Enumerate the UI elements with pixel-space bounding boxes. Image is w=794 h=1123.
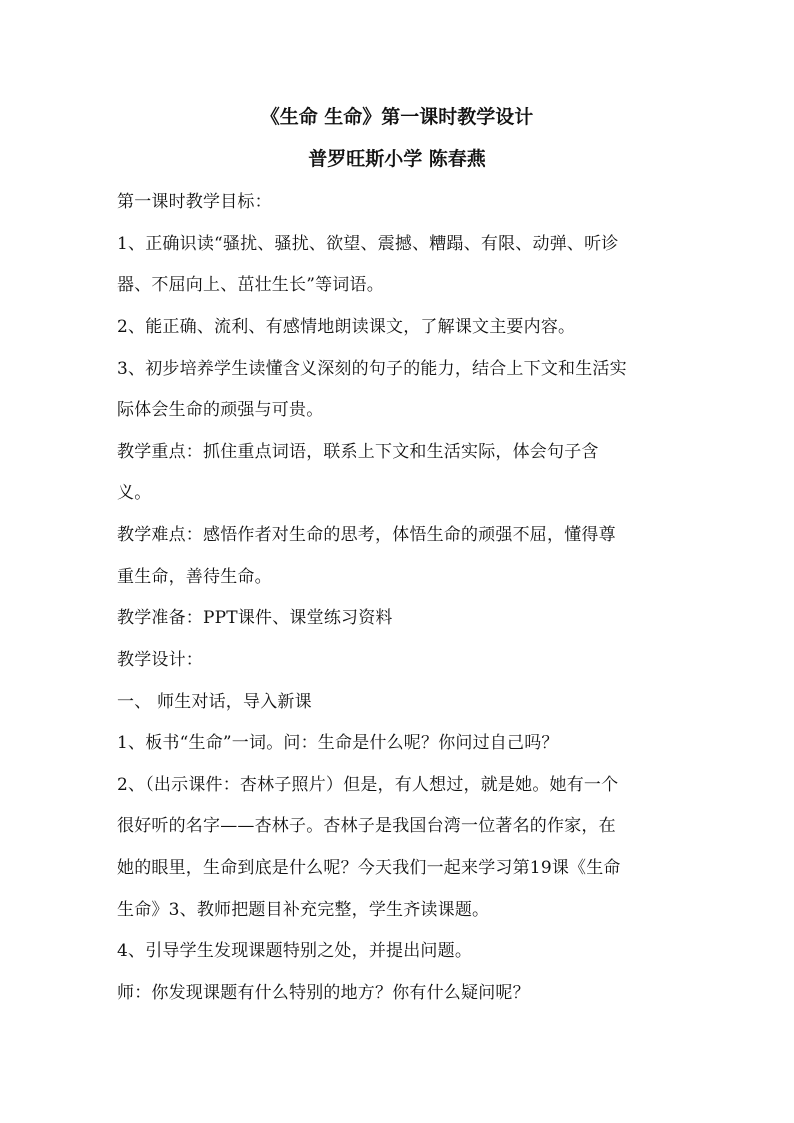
body-line: 1、板书“生命”一词。问：生命是什么呢？你问过自己吗？ [117,733,559,753]
body-line: 器、不屈向上、茁壮生长”等词语。 [117,275,384,295]
body-line: 重生命，善待生命。 [117,567,272,587]
body-line: 很好听的名字——杏林子。杏林子是我国台湾一位著名的作家，在 [117,816,616,836]
document-title: 《生命 生命》第一课时教学设计 [260,106,534,128]
body-line: 2、能正确、流利、有感情地朗读课文，了解课文主要内容。 [117,317,576,337]
body-line: 教学重点：抓住重点词语，联系上下文和生活实际，体会句子含 [117,442,599,462]
body-line: 教学难点：感悟作者对生命的思考，体悟生命的顽强不屈，懂得尊 [117,525,616,545]
body-line: 教学设计： [117,650,203,670]
body-line: 师：你发现课题有什么特别的地方？你有什么疑问呢？ [117,983,530,1003]
body-line: 生命》3、教师把题目补充完整，学生齐读课题。 [117,900,490,920]
body-line: 一、 师生对话，导入新课 [117,692,312,712]
body-line: 教学准备：PPT课件、课堂练习资料 [117,608,393,628]
body-line: 义。 [117,483,152,503]
body-line: 3、初步培养学生读懂含义深刻的句子的能力，结合上下文和生活实 [117,359,627,379]
document-subtitle: 普罗旺斯小学 陈春燕 [308,148,486,170]
body-line: 4、引导学生发现课题特别之处，并提出问题。 [117,941,473,961]
body-line: 她的眼里，生命到底是什么呢？今天我们一起来学习第19课《生命 [117,858,621,878]
body-line: 际体会生命的顽强与可贵。 [117,400,324,420]
body-line: 1、正确识读“骚扰、骚扰、欲望、震撼、糟蹋、有限、动弹、听诊 [117,234,619,254]
body-line: 第一课时教学目标： [117,192,272,212]
body-line: 2、（出示课件：杏林子照片）但是，有人想过，就是她。她有一个 [117,775,619,795]
